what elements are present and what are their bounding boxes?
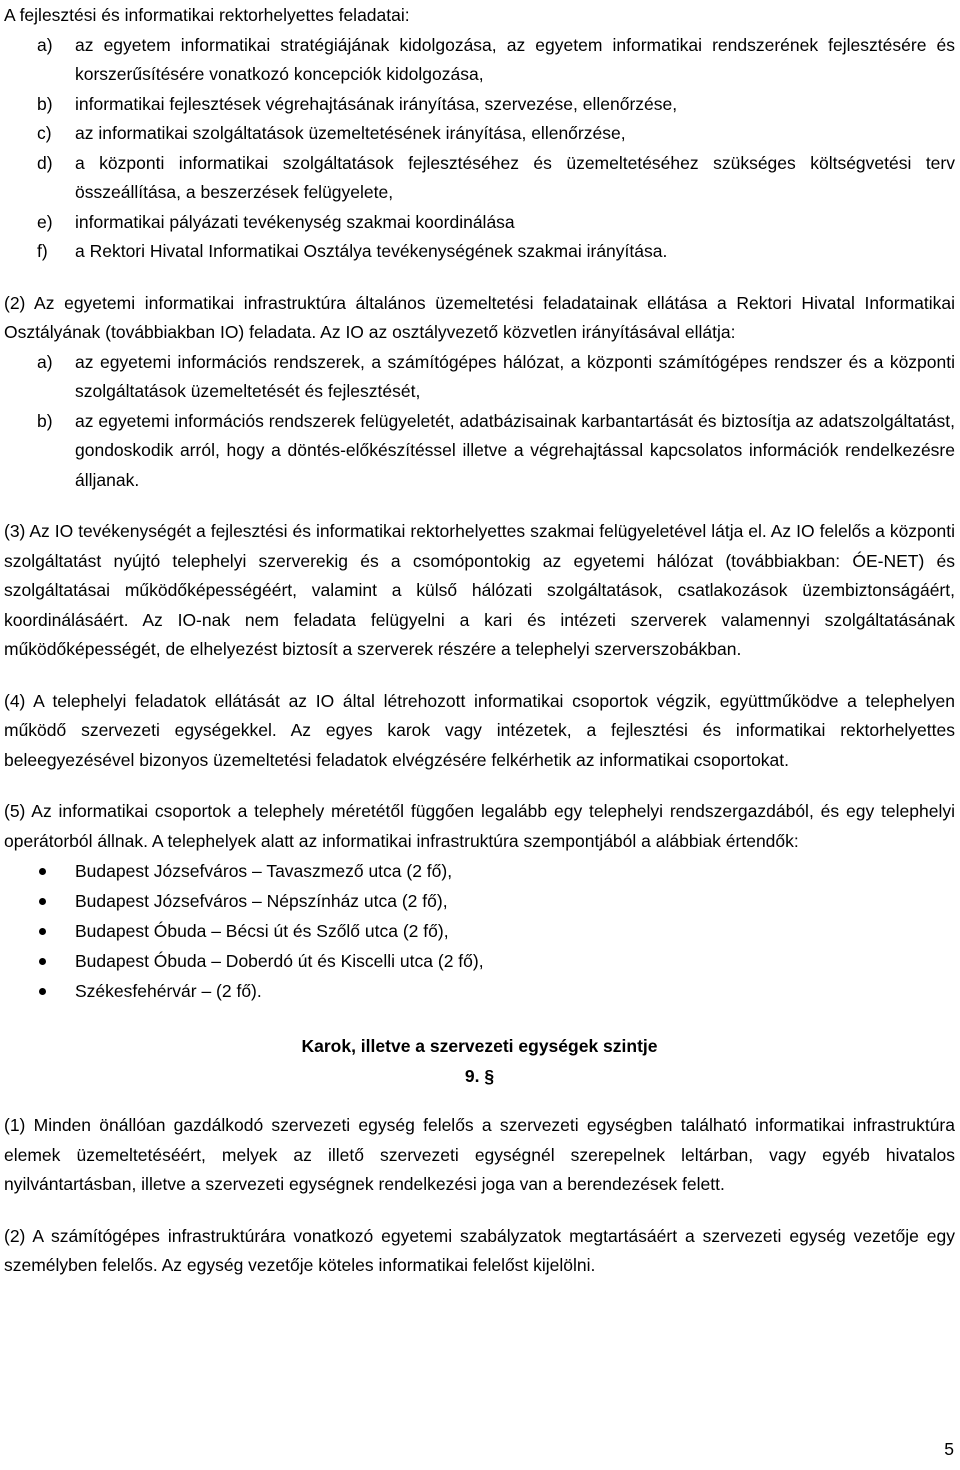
list-item — [4, 208, 955, 238]
item-text: Budapest Józsefváros – Tavaszmező utca (2 fő), — [75, 861, 453, 881]
item-text: az egyetemi információs rendszerek, a számítógépes hálózat, a központi számítógépes rendszer és a központi szolgáltatások üzemeltetését és fejlesztését, — [75, 351, 955, 401]
spacer — [4, 775, 955, 797]
bullet-icon — [39, 868, 46, 875]
item-text: a Rektori Hivatal Informatikai Osztálya tevékenységének szakmai irányítása. — [75, 241, 668, 261]
list-item — [4, 946, 955, 976]
item-text: Budapest Józsefváros – Népszínház utca (2 fő), — [75, 891, 448, 911]
item-label: c) — [37, 123, 52, 143]
item-label: a) — [37, 34, 53, 55]
item-label: f) — [37, 241, 48, 261]
paragraph-5: (5) Az informatikai csoportok a telephely méretétől függően legalább egy telephelyi rendszergazdából, és egy telephelyi operátorból állnak. A telephelyek alatt az informatikai infrastruktúra szempontjából a alábbiak értendők: — [4, 801, 955, 851]
paragraph-2: (2) Az egyetemi informatikai infrastruktúra általános üzemeltetési feladatainak ellátása a Rektori Hivatal Informatikai Osztályának (továbbiakban IO) feladata. Az IO az osztályvezető közvetlen irányításával ellátja: — [4, 292, 955, 342]
list-item — [4, 856, 955, 886]
spacer — [4, 267, 955, 289]
section-title: Karok, illetve a szervezeti egységek szintje — [301, 1036, 658, 1056]
item-text: Budapest Óbuda – Doberdó út és Kiscelli utca (2 fő), — [75, 951, 484, 971]
spacer — [4, 665, 955, 687]
intro-list — [4, 31, 955, 267]
list-item — [4, 119, 955, 149]
item-text: informatikai fejlesztések végrehajtásának irányítása, szervezése, ellenőrzése, — [75, 93, 678, 114]
list-item — [4, 90, 955, 120]
document-page — [4, 0, 955, 1281]
intro-line: A fejlesztési és informatikai rektorhelyettes feladatai: — [4, 5, 410, 25]
list-item — [4, 886, 955, 916]
item-label: e) — [37, 211, 53, 232]
list-item — [4, 348, 955, 407]
spacer — [4, 1091, 955, 1111]
bullet-icon — [39, 898, 46, 905]
list-item — [4, 149, 955, 208]
list-item — [4, 916, 955, 946]
section-9-paragraph-2: (2) A számítógépes infrastruktúrára vonatkozó egyetemi szabályzatok megtartásáért a szervezeti egység vezetője egy személyben felelős. Az egység vezetője köteles informatikai felelőst kijelölni. — [4, 1225, 955, 1275]
list-item — [4, 31, 955, 90]
paragraph-3: (3) Az IO tevékenységét a fejlesztési és informatikai rektorhelyettes szakmai felügyeletével látja el. Az IO felelős a központi szolgáltatást nyújtó telephelyi szerverekig és a csomópontokig az egyetemi hálózat (továbbiakban: ÓE-NET) és szolgáltatásai működőképességéért, valamint a külső hálózati szolgáltatások, csatlakozások üzembiztonságáért, koordinálásáért. Az IO-nak nem feladata felügyelni a kari és intézeti szerverek valamennyi szolgáltatásának működőképességét, de elhelyezést biztosít a szerverek részére a telephelyi szerverszobákban. — [4, 521, 955, 659]
item-text: az egyetem informatikai stratégiájának kidolgozása, az egyetem informatikai rendszerének fejlesztésére és korszerűsítésére vonatkozó koncepciók kidolgozása, — [75, 34, 955, 84]
item-label: d) — [37, 152, 53, 173]
item-label: b) — [37, 93, 53, 114]
bullet-icon — [39, 988, 46, 995]
sites-list — [4, 856, 955, 1006]
item-text: Budapest Óbuda – Bécsi út és Szőlő utca (2 fő), — [75, 921, 449, 941]
item-label: b) — [37, 410, 53, 431]
item-label: a) — [37, 351, 53, 372]
spacer — [4, 1006, 955, 1032]
bullet-icon — [39, 958, 46, 965]
list-item — [4, 976, 955, 1006]
item-text: az informatikai szolgáltatások üzemeltetésének irányítása, ellenőrzése, — [75, 123, 626, 143]
item-text: az egyetemi információs rendszerek felügyeletét, adatbázisainak karbantartását és biztosítja az adatszolgáltatást, gondoskodik arról, hogy a döntés-előkészítéssel illetve a végrehajtással kapcsolatos információk rendelkezésre álljanak. — [75, 410, 955, 490]
item-text: informatikai pályázati tevékenység szakmai koordinálása — [75, 211, 515, 232]
bullet-icon — [39, 928, 46, 935]
spacer — [4, 495, 955, 517]
list-item — [4, 407, 955, 496]
paragraph-2-list — [4, 348, 955, 496]
paragraph-4: (4) A telephelyi feladatok ellátását az IO által létrehozott informatikai csoportok végzik, együttműködve a telephelyen működő szervezeti egységekkel. Az egyes karok vagy intézetek, a fejlesztési és informatikai rektorhelyettes beleegyezésével bizonyos üzemeltetési feladatok elvégzésére felkérhetik az informatikai csoportokat. — [4, 690, 955, 770]
section-9-paragraph-1: (1) Minden önállóan gazdálkodó szervezeti egység felelős a szervezeti egységben található informatikai infrastruktúra elemek üzemeltetéséért, melyek az illető szervezeti egységnél szerepelnek leltárban, vagy egyéb hivatalos nyilvántartásban, illetve a szervezeti egységnek rendelkezési joga van a berendezések felett. — [4, 1115, 955, 1194]
section-number — [4, 1062, 955, 1092]
item-text: Székesfehérvár – (2 fő). — [75, 981, 262, 1001]
section-sign: § — [484, 1065, 495, 1086]
section-number-text: 9. — [464, 1065, 480, 1086]
list-item — [4, 237, 955, 267]
page-number: 5 — [944, 1439, 954, 1459]
spacer — [4, 1200, 955, 1222]
item-text: a központi informatikai szolgáltatások fejlesztéséhez és üzemeltetéséhez szükséges költségvetési terv összeállítása, a beszerzések felügyelete, — [75, 152, 955, 202]
